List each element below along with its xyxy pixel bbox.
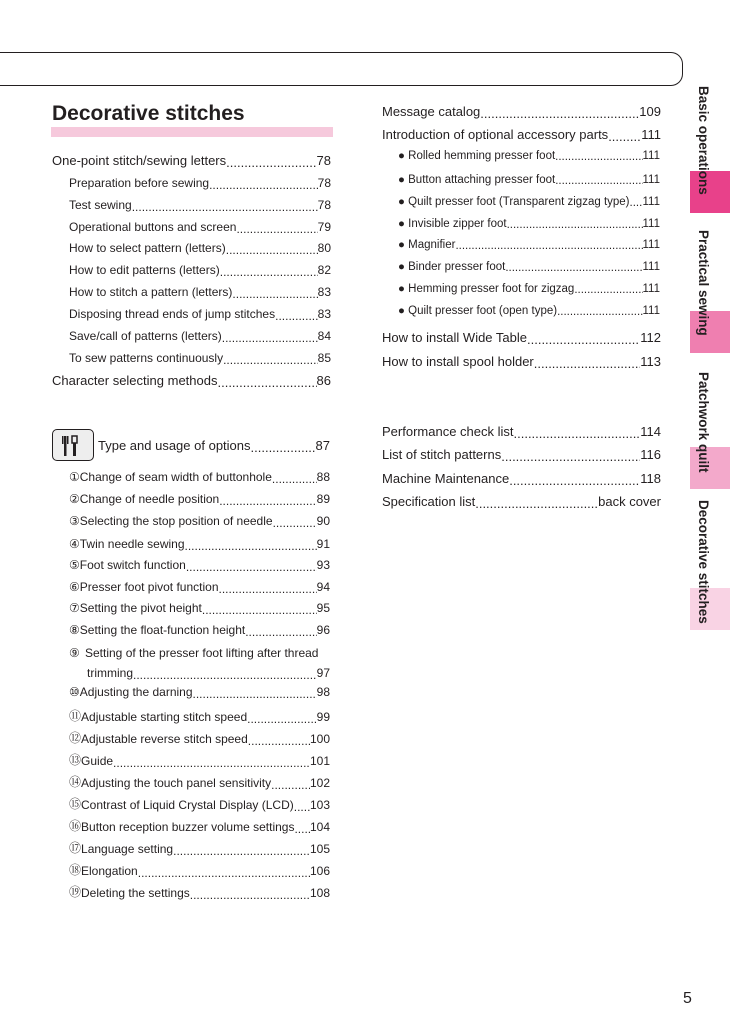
dot-leader [248,734,310,746]
entry-label: Language setting [81,842,174,856]
entry-label: How to stitch a pattern (letters) [69,285,233,299]
options-item[interactable] [69,470,330,484]
entry-page: 116 [640,447,661,462]
toc-entry[interactable] [69,220,331,234]
entry-page: 89 [316,492,330,506]
item-number: ② [69,492,80,506]
options-item[interactable] [69,707,330,724]
dot-leader [294,822,310,834]
entry-page: 105 [309,842,330,856]
toc-entry[interactable] [69,263,331,277]
toc-entry[interactable] [382,104,661,119]
dot-leader [219,582,317,594]
entry-page: 111 [642,239,660,251]
toc-entry[interactable] [69,307,331,321]
entry-page: 113 [640,354,661,369]
entry-label: Operational buttons and screen [69,220,237,234]
dot-leader [220,265,318,277]
toc-entry[interactable] [69,198,331,212]
dot-leader [480,106,639,119]
toc-entry[interactable] [69,241,331,255]
entry-page: 91 [316,537,330,551]
dot-leader [193,687,317,699]
entry-page: 85 [317,351,331,365]
toc-entry[interactable] [382,354,661,369]
dot-leader [209,178,318,190]
dot-leader [509,473,640,486]
options-item[interactable] [69,601,330,615]
entry-label: Change of seam width of buttonhole [79,470,272,484]
dot-leader [455,240,642,252]
entry-label: ● Binder presser foot [398,261,506,273]
dot-leader [555,175,642,187]
entry-page: 101 [309,754,330,768]
options-item[interactable] [69,514,330,528]
options-item-9[interactable]: ⑨ Setting of the presser foot lifting after thread [69,646,319,660]
dot-leader [232,287,317,299]
dot-leader [272,472,317,484]
entry-label: Button reception buzzer volume settings [81,820,295,834]
toc-entry[interactable] [398,283,660,295]
entry-page: 111 [642,174,660,186]
entry-label: Guide [81,754,114,768]
entry-page: 78 [316,153,331,168]
dot-leader [557,306,642,318]
item-number: ④ [69,537,80,551]
item-number: ③ [69,514,80,528]
entry-label: Character selecting methods [52,373,218,388]
entry-page: 84 [317,329,331,343]
options-item[interactable] [69,580,330,594]
toc-entry[interactable] [69,176,331,190]
options-item[interactable] [69,558,330,572]
entry-page: 90 [316,514,330,528]
item-number: ⑱ [69,863,82,877]
entry-label: Save/call of patterns (letters) [69,329,222,343]
item-number: ⑮ [69,797,82,811]
dot-leader [574,284,642,296]
entry-page: back cover [598,494,661,509]
toc-entry[interactable] [398,218,660,230]
dot-leader [186,560,317,572]
dot-leader [217,375,316,388]
entry-page: 86 [316,373,331,388]
entry-page: 96 [316,623,330,637]
entry-page: 114 [640,424,661,439]
dot-leader [132,200,318,212]
toc-entry[interactable] [52,373,331,388]
options-item[interactable] [69,861,330,878]
entry-label: Selecting the stop position of needle [79,514,273,528]
dot-leader [534,356,641,369]
dot-leader [173,844,310,856]
entry-page: 111 [642,196,660,208]
entry-label: How to install Wide Table [382,330,527,345]
item-number: ⑫ [69,731,82,745]
entry-label: Introduction of optional accessory parts [382,127,609,142]
entry-page: 83 [317,285,331,299]
item-number: ⑧ [69,623,80,637]
dot-leader [113,756,310,768]
item-number: ⑬ [69,753,82,767]
toc-entry[interactable] [382,127,661,142]
options-item[interactable] [69,839,330,856]
dot-leader [608,129,641,142]
options-item[interactable] [69,492,330,506]
entry-label: One-point stitch/sewing letters [52,153,227,168]
entry-page: 111 [642,150,660,162]
item-number: ⑥ [69,580,80,594]
entry-page: 103 [309,798,330,812]
entry-label: ● Quilt presser foot (Transparent zigzag type) [398,196,630,208]
entry-page: 82 [317,263,331,277]
entry-page: 118 [640,471,661,486]
entry-page: 112 [640,330,661,345]
header-bar [0,52,683,86]
toc-entry[interactable] [398,305,660,317]
item-number: ⑯ [69,819,82,833]
title-underline [51,127,333,137]
options-item[interactable] [69,751,330,768]
toc-entry[interactable] [398,150,660,162]
dot-leader [223,353,318,365]
entry-label: Message catalog [382,104,481,119]
dot-leader [190,888,310,900]
entry-label: Disposing thread ends of jump stitches [69,307,276,321]
entry-page: 78 [317,198,331,212]
tab-practical-sewing[interactable]: Practical sewing [696,230,711,336]
entry-page: 111 [642,305,660,317]
entry-label: Test sewing [69,198,132,212]
tab-patchwork-quilt[interactable]: Patchwork quilt [696,372,711,473]
toc-entry[interactable] [398,196,660,208]
entry-page: 108 [309,886,330,900]
entry-page: 99 [316,710,330,724]
section-title: Decorative stitches [52,102,245,125]
entry-label: Adjustable starting stitch speed [81,710,248,724]
entry-label: To sew patterns continuously [69,351,224,365]
tab-decorative-stitches[interactable]: Decorative stitches [696,500,711,624]
item-number: ⑤ [69,558,80,572]
entry-page: 111 [642,283,660,295]
options-item[interactable] [69,883,330,900]
item-number: ⑭ [69,775,82,789]
entry-page: 78 [317,176,331,190]
entry-page: 104 [309,820,330,834]
options-item[interactable] [69,537,330,551]
options-item-9-cont[interactable]: trimming ..... 97 [87,666,330,680]
toc-entry[interactable] [398,239,660,251]
dot-leader [514,426,641,439]
entry-label: Adjusting the darning [79,685,193,699]
page-number: 5 [683,990,692,1007]
dot-leader [226,155,316,168]
toc-entry[interactable] [69,329,331,343]
toc-entry[interactable] [382,424,661,439]
entry-page: 109 [639,104,661,119]
entry-label: Performance check list [382,424,514,439]
dot-leader [507,219,643,231]
dot-leader [294,800,310,812]
dot-leader [202,603,317,615]
toc-entry[interactable] [382,494,661,509]
entry-label: Elongation [81,864,138,878]
entry-page: 111 [641,127,661,142]
item-number: ① [69,470,80,484]
item-number: ⑰ [69,841,82,855]
entry-label: ● Invisible zipper foot [398,218,507,230]
entry-label: List of stitch patterns [382,447,502,462]
entry-label: ● Quilt presser foot (open type) [398,305,558,317]
dot-leader [226,243,318,255]
dot-leader [185,539,317,551]
entry-page: 111 [642,261,660,273]
entry-label: How to edit patterns (letters) [69,263,220,277]
options-item[interactable] [69,795,330,812]
entry-page: 88 [316,470,330,484]
toc-entry[interactable] [398,261,660,273]
dot-leader [505,262,642,274]
item-number: ⑪ [69,709,82,723]
entry-label: Presser foot pivot function [79,580,219,594]
dot-leader [245,625,316,637]
dot-leader [527,332,640,345]
entry-page: 94 [316,580,330,594]
item-number: ⑩ [69,685,80,699]
entry-page: 80 [317,241,331,255]
entry-label: ● Hemming presser foot for zigzag [398,283,575,295]
options-item[interactable] [69,729,330,746]
tools-icon [52,429,94,461]
entry-page: 106 [309,864,330,878]
toc-entry[interactable] [69,351,331,365]
entry-label: Machine Maintenance [382,471,510,486]
dot-leader [555,151,642,163]
entry-label: How to install spool holder [382,354,534,369]
entry-label: ● Magnifier [398,239,456,251]
entry-page: 98 [316,685,330,699]
tab-basic-operations[interactable]: Basic operations [696,86,711,195]
entry-label: Specification list [382,494,476,509]
entry-page: 95 [316,601,330,615]
entry-label: Contrast of Liquid Crystal Display (LCD) [81,798,294,812]
dot-leader [222,331,318,343]
toc-entry[interactable] [398,174,660,186]
dot-leader [630,197,643,209]
dot-leader [138,866,310,878]
entry-label: Adjusting the touch panel sensitivity [81,776,272,790]
dot-leader [475,496,598,509]
item-number: ⑦ [69,601,80,615]
dot-leader [271,778,310,790]
options-item[interactable] [69,773,330,790]
dot-leader [236,222,317,234]
dot-leader [273,516,317,528]
entry-label: Twin needle sewing [79,537,185,551]
entry-label: Deleting the settings [81,886,190,900]
entry-page: 83 [317,307,331,321]
toc-entry[interactable] [382,447,661,462]
dot-leader [501,449,640,462]
entry-page: 100 [309,732,330,746]
entry-page: 79 [317,220,331,234]
entry-label: Setting the pivot height [79,601,202,615]
entry-page: 102 [309,776,330,790]
entry-label: Foot switch function [79,558,186,572]
entry-label: ● Rolled hemming presser foot [398,150,556,162]
options-heading[interactable]: Type and usage of options ..... 87 [98,438,330,453]
item-number: ⑲ [69,885,82,899]
options-item[interactable] [69,685,330,699]
entry-label: Preparation before sewing [69,176,210,190]
options-item[interactable] [69,817,330,834]
options-item[interactable] [69,623,330,637]
toc-entry[interactable] [69,285,331,299]
dot-leader [247,712,317,724]
toc-entry[interactable] [382,330,661,345]
entry-label: Change of needle position [79,492,220,506]
entry-label: How to select pattern (letters) [69,241,226,255]
entry-label: Setting the float-function height [79,623,246,637]
entry-label: Adjustable reverse stitch speed [81,732,248,746]
dot-leader [275,309,318,321]
toc-entry[interactable] [382,471,661,486]
entry-page: 111 [642,218,660,230]
entry-page: 93 [316,558,330,572]
dot-leader [219,494,316,506]
toc-entry[interactable] [52,153,331,168]
entry-label: ● Button attaching presser foot [398,174,556,186]
